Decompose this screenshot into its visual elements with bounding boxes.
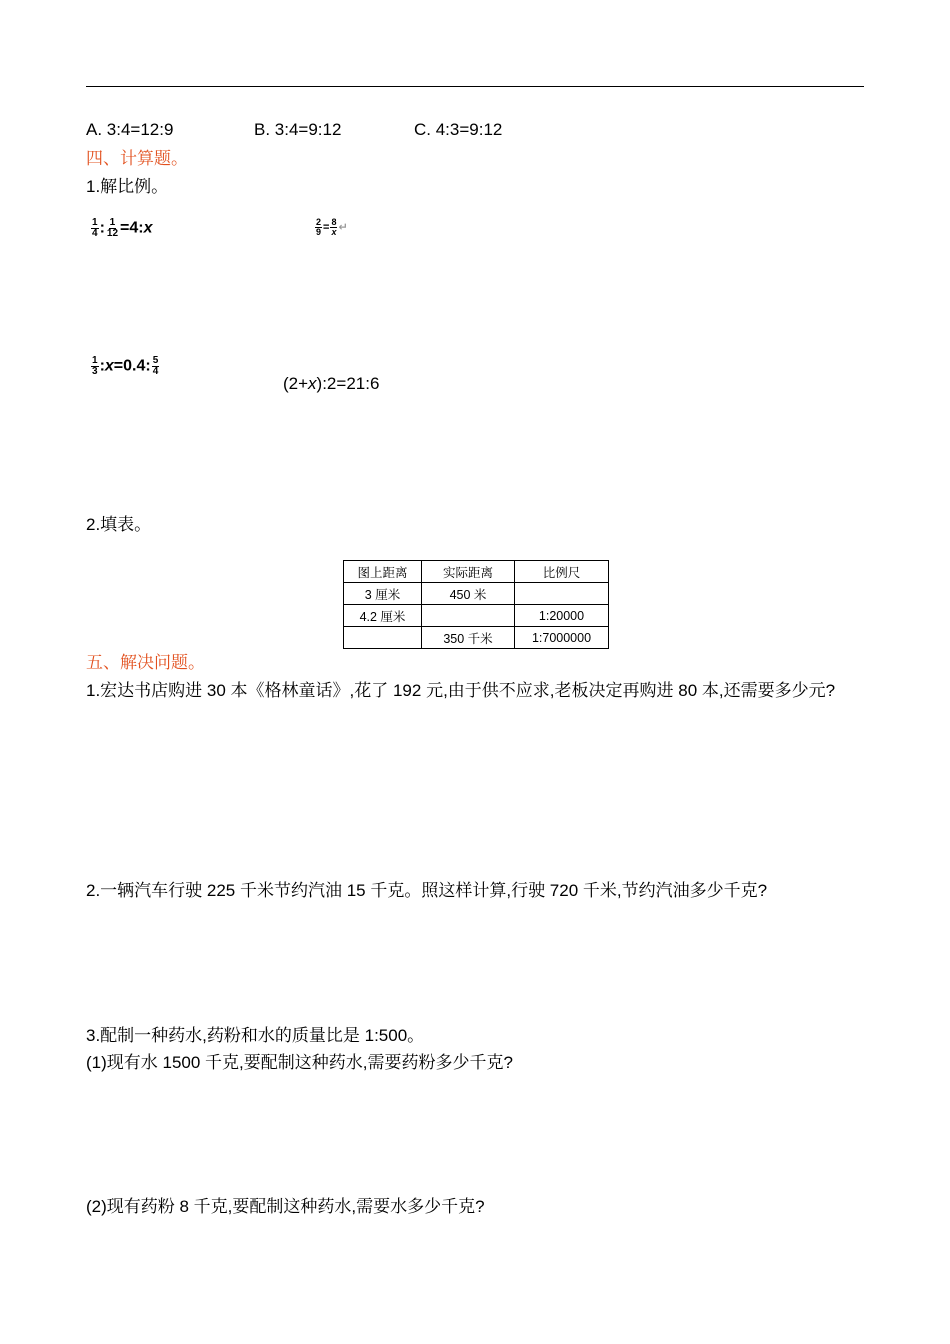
table-cell — [422, 605, 515, 627]
equation-4: (2+x):2=21:6 — [283, 374, 380, 393]
fraction: $\frac{8}{x}$ — [331, 217, 337, 237]
table-header: 图上距离 — [344, 561, 422, 583]
equation-2: $\frac{2}{9}$ = $\frac{8}{x}$ ↵ — [316, 217, 348, 237]
problem-2: 2.一辆汽车行驶 225 千米节约汽油 15 千克。照这样计算,行驶 720 千米,节约汽油多少千克? — [86, 881, 768, 900]
table-row — [344, 583, 609, 605]
table-header-row — [344, 561, 609, 583]
fraction: $\frac{1}{3}$ — [92, 355, 98, 377]
option-c: C. 4:3=9:12 — [414, 120, 503, 139]
section5-title: 五、解决问题。 — [86, 653, 205, 672]
return-mark-icon: ↵ — [338, 221, 348, 234]
fraction: $\frac{5}{4}$ — [152, 355, 159, 377]
table-cell — [515, 583, 609, 605]
table-cell — [344, 627, 422, 649]
problem-3-part-2: (2)现有药粉 8 千克,要配制这种药水,需要水多少千克? — [86, 1197, 485, 1216]
table-cell: 1:20000 — [515, 605, 609, 627]
option-b: B. 3:4=9:12 — [254, 120, 342, 139]
table-cell: 3 厘米 — [344, 583, 422, 605]
problem-1: 1.宏达书店购进 30 本《格林童话》,花了 192 元,由于供不应求,老板决定再购进 80 本,还需要多少元? — [86, 681, 836, 700]
table-cell: 4.2 厘米 — [344, 605, 422, 627]
table-header: 实际距离 — [422, 561, 515, 583]
table-cell: 1:7000000 — [515, 627, 609, 649]
fraction: $\frac{1}{4}$ — [92, 217, 98, 239]
equation-1: $\frac{1}{4}$ : $\frac{1}{12}$ =4:x — [92, 217, 153, 239]
table-row — [344, 627, 609, 649]
fraction: $\frac{2}{9}$ — [316, 217, 322, 237]
table-cell: 350 千米 — [422, 627, 515, 649]
q2-label: 2.填表。 — [86, 515, 152, 534]
table-row — [344, 605, 609, 627]
option-a: A. 3:4=12:9 — [86, 120, 174, 139]
scale-table — [343, 560, 609, 649]
section4-title: 四、计算题。 — [86, 149, 188, 168]
problem-3: 3.配制一种药水,药粉和水的质量比是 1:500。 — [86, 1026, 425, 1045]
fraction: $\frac{1}{12}$ — [106, 217, 119, 239]
problem-3-part-1: (1)现有水 1500 千克,要配制这种药水,需要药粉多少千克? — [86, 1053, 513, 1072]
table-cell: 450 米 — [422, 583, 515, 605]
table-header: 比例尺 — [515, 561, 609, 583]
equation-3: $\frac{1}{3}$ :x=0.4: $\frac{5}{4}$ — [92, 355, 159, 377]
header-rule — [86, 86, 864, 87]
q1-label: 1.解比例。 — [86, 177, 169, 196]
